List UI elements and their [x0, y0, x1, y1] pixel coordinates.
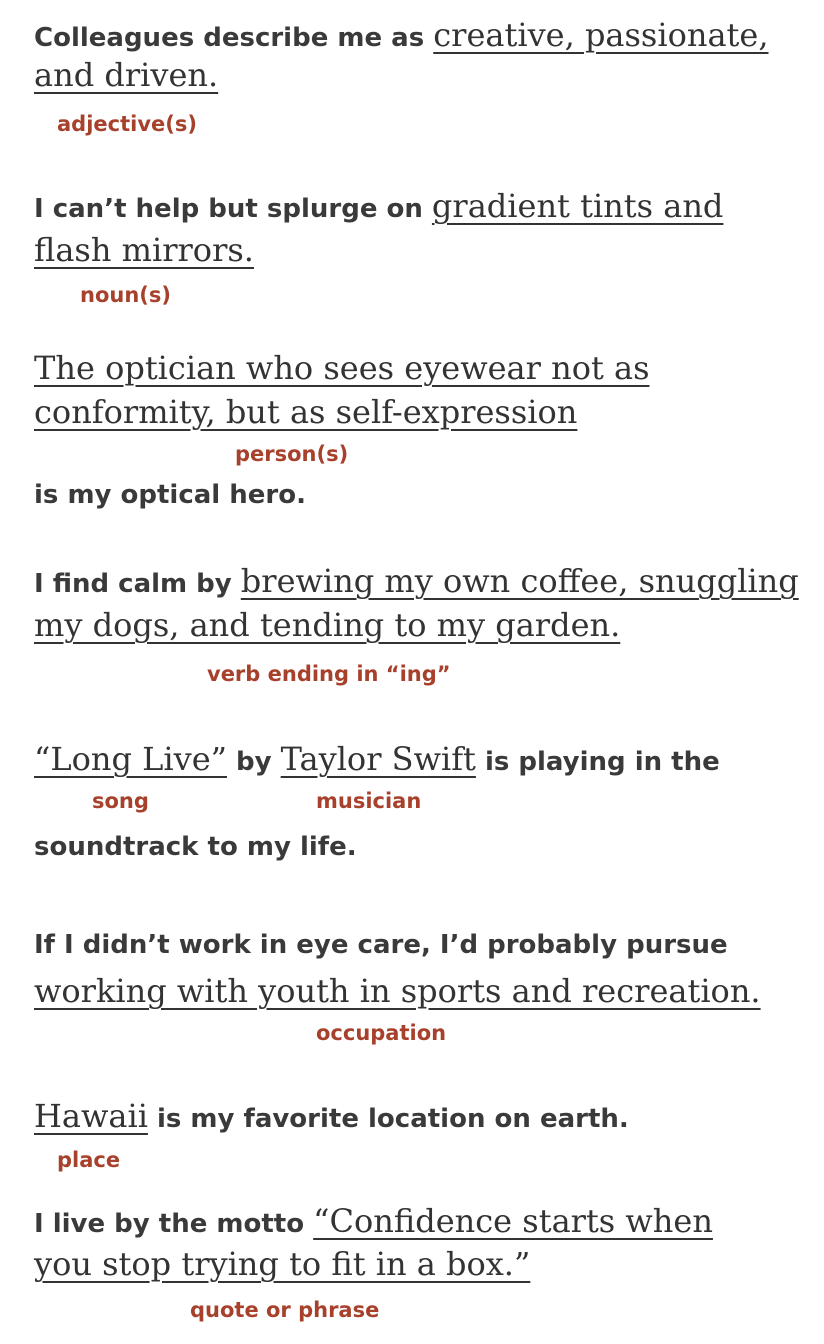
entry-8-line-1 — [34, 1202, 713, 1240]
entry-5-middle: by — [227, 747, 281, 777]
entry-3-suffix: is my optical hero. — [34, 480, 306, 510]
entry-7-answer: Hawaii — [34, 1097, 148, 1135]
entry-2-label: noun(s) — [80, 283, 171, 307]
entry-2-prefix: I can’t help but splurge on — [34, 194, 432, 224]
entry-2-answer: gradient tints and — [431, 187, 724, 225]
entry-1-answer-cont: and driven. — [34, 56, 219, 94]
entry-5-musician: Taylor Swift — [280, 740, 476, 778]
entry-3-label: person(s) — [235, 442, 349, 466]
entry-1-line-2 — [34, 56, 218, 94]
entry-8-line-2 — [34, 1245, 530, 1283]
entry-4-prefix: I find calm by — [34, 569, 241, 599]
entry-1-label: adjective(s) — [57, 112, 197, 136]
entry-3-answer: The optician who sees eyewear not as — [34, 349, 650, 387]
entry-7-line-1 — [34, 1097, 629, 1135]
entry-3-line-3 — [34, 480, 306, 510]
entry-4-label: verb ending in “ing” — [207, 662, 451, 686]
entry-8-answer-cont: you stop trying to fit in a box.” — [34, 1245, 531, 1283]
entry-3-line-1 — [34, 349, 649, 387]
entry-5-suffix: is playing in the — [475, 747, 720, 777]
entry-2-line-2 — [34, 231, 254, 269]
entry-6-prefix: If I didn’t work in eye care, I’d probably pursue — [34, 930, 728, 960]
entry-6-line-1 — [34, 930, 728, 960]
entry-6-label: occupation — [316, 1021, 447, 1045]
entry-4-answer-cont: my dogs, and tending to my garden. — [34, 606, 621, 644]
entry-8-prefix: I live by the motto — [34, 1209, 314, 1239]
entry-1-answer: creative, passionate, — [433, 16, 769, 54]
entry-8-label: quote or phrase — [190, 1298, 380, 1322]
entry-3-line-2 — [34, 393, 577, 431]
entry-6-line-2 — [34, 972, 761, 1010]
entry-2-answer-cont: flash mirrors. — [34, 231, 254, 269]
entry-4-answer: brewing my own coffee, snuggling — [240, 562, 799, 600]
entry-6-answer: working with youth in sports and recreation. — [34, 972, 761, 1010]
entry-5-label-musician: musician — [316, 789, 422, 813]
entry-5-label-song: song — [92, 789, 149, 813]
entry-1-line-1 — [34, 16, 769, 54]
entry-3-answer-cont: conformity, but as self-expression — [34, 393, 578, 431]
entry-2-line-1 — [34, 187, 723, 225]
entry-7-label: place — [57, 1148, 121, 1172]
entry-8-answer: “Confidence starts when — [313, 1202, 713, 1240]
entry-5-line-2 — [34, 832, 357, 862]
entry-4-line-2 — [34, 606, 620, 644]
entry-4-line-1 — [34, 562, 799, 600]
entry-1-prefix: Colleagues describe me as — [34, 23, 434, 53]
entry-5-line-1 — [34, 740, 720, 778]
entry-7-suffix: is my favorite location on earth. — [147, 1104, 629, 1134]
entry-5-suffix-cont: soundtrack to my life. — [34, 832, 357, 862]
entry-5-song: “Long Live” — [34, 740, 227, 778]
